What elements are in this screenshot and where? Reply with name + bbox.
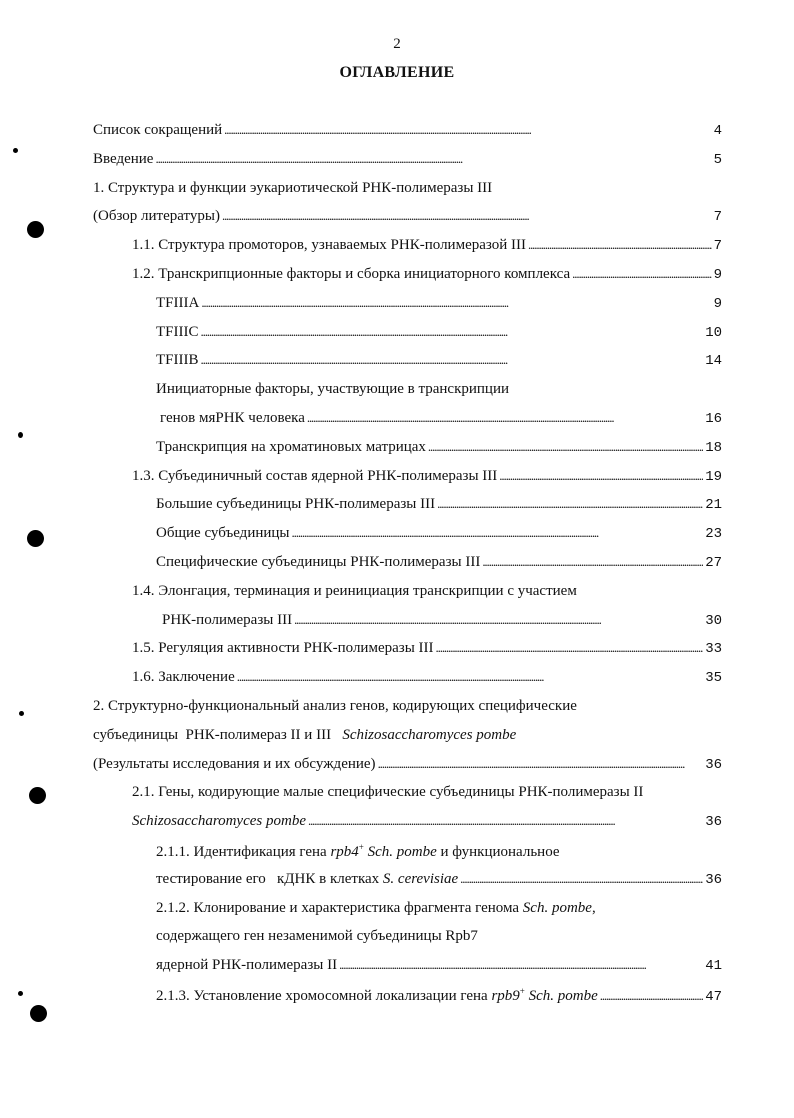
toc-entry	[156, 842, 560, 864]
toc-entry	[156, 986, 722, 1008]
scan-mark	[29, 787, 46, 804]
toc-entry	[160, 410, 722, 432]
toc-entry-text: Большие субъединицы РНК-полимеразы III	[156, 496, 436, 513]
toc-entry-text: субъединицы РНК-полимераз II и III	[93, 726, 343, 743]
toc-entry	[132, 237, 722, 259]
toc-page-number: 18	[705, 439, 722, 456]
toc-entry	[93, 122, 722, 144]
dot-leader	[294, 612, 703, 629]
toc-entry	[132, 640, 722, 662]
page-title: ОГЛАВЛЕНИЕ	[339, 64, 455, 81]
toc-entry-title	[93, 180, 492, 197]
toc-entry-title	[132, 266, 570, 283]
toc-page-number: 35	[705, 670, 722, 687]
toc-entry-title	[132, 237, 526, 254]
toc-entry-text: 1.6. Заключение	[132, 669, 235, 686]
toc-entry-text: Список сокращений	[93, 122, 223, 138]
toc-entry	[156, 352, 722, 374]
toc-entry	[132, 266, 722, 288]
dot-leader	[201, 295, 711, 312]
toc-entry-title	[93, 151, 153, 168]
toc-entry	[93, 180, 492, 202]
toc-entry	[156, 525, 722, 547]
toc-page-number: 9	[713, 267, 722, 283]
toc-entry-title	[156, 928, 478, 945]
dot-leader	[224, 122, 711, 139]
toc-entry-title	[132, 640, 434, 657]
toc-entry-text: 1.1. Структура промоторов, узнаваемых РНК-полимеразой III	[132, 237, 526, 254]
toc-page-number: 9	[713, 295, 722, 312]
toc-entry-text: rpb9	[491, 988, 520, 1004]
toc-entry-title	[162, 612, 292, 629]
dot-leader	[436, 640, 704, 657]
toc-page-number: 5	[713, 151, 722, 168]
toc-entry-text: +	[519, 986, 525, 996]
toc-entry-text: генов мяРНК человека	[160, 410, 305, 426]
toc-entry-title	[93, 756, 376, 773]
toc-entry-title	[132, 669, 235, 686]
toc-page-number: 33	[705, 641, 722, 658]
toc-entry-text: 2.1.1. Идентификация гена	[156, 844, 331, 860]
dot-leader	[307, 410, 703, 427]
toc-entry-title	[156, 352, 199, 369]
toc-entry-text: Специфические субъединицы РНК-полимеразы III	[156, 554, 481, 570]
toc-entry	[156, 439, 722, 461]
toc-entry	[93, 727, 516, 749]
toc-entry-text: тестирование его кДНК в клетках	[156, 870, 383, 887]
toc-entry-text: Schizosaccharomyces pombe	[342, 726, 517, 743]
toc-page-number: 27	[705, 555, 722, 571]
toc-entry-title	[156, 842, 560, 861]
dot-leader	[201, 352, 704, 369]
toc-page-number: 7	[713, 209, 722, 226]
toc-entry-title	[156, 381, 509, 398]
toc-page-number: 41	[705, 958, 722, 975]
dot-leader	[572, 266, 711, 283]
toc-entry-text: Sch. pombe	[522, 899, 592, 916]
toc-page-number: 4	[713, 123, 722, 139]
toc-entry-text: Sch. pombe	[524, 988, 598, 1004]
toc-entry-text: Sch. pombe	[363, 844, 437, 860]
dot-leader	[378, 756, 704, 773]
dot-leader	[339, 957, 703, 974]
toc-entry-text: 2.1. Гены, кодирующие малые специфические субъединицы РНК-полимеразы II	[132, 784, 644, 801]
scan-mark	[27, 221, 44, 238]
toc-entry-title	[156, 295, 199, 312]
toc-page-number: 7	[713, 238, 722, 255]
toc-entry-title	[93, 727, 516, 744]
toc-entry-text: TFIIIB	[156, 352, 199, 369]
toc-entry-text: 1. Структура и функции эукариотической РНК-полимеразы III	[93, 179, 493, 196]
toc-entry-text: (Обзор литературы)	[93, 208, 220, 225]
toc-page-number: 23	[705, 526, 722, 543]
dot-leader	[201, 324, 704, 341]
toc-entry-title	[132, 468, 497, 485]
dot-leader	[155, 151, 711, 168]
toc-entry-text: Введение	[93, 150, 154, 167]
toc-entry-text: РНК-полимеразы III	[162, 611, 293, 628]
toc-page-number: 16	[705, 411, 722, 427]
toc-entry-text: TFIIIA	[156, 294, 200, 311]
toc-entry-title	[93, 698, 577, 715]
toc-entry-text: и функциональное	[436, 844, 560, 860]
toc-entry-title	[156, 957, 337, 974]
toc-entry	[93, 208, 722, 230]
dot-leader	[437, 496, 703, 513]
dot-leader	[308, 813, 703, 830]
toc-entry	[132, 468, 722, 490]
toc-entry-text: rpb4	[330, 844, 359, 860]
toc-entry-title	[156, 871, 458, 888]
toc-entry-text: Инициаторные факторы, участвующие в транскрипции	[156, 381, 509, 398]
dot-leader	[460, 871, 703, 888]
toc-entry-text: ,	[591, 899, 596, 916]
toc-page-number: 36	[705, 814, 722, 831]
toc-entry	[93, 698, 577, 720]
toc-entry-text: ядерной РНК-полимеразы II	[156, 957, 338, 974]
toc-entry-text: 1.3. Субъединичный состав ядерной РНК-полимеразы III	[132, 467, 498, 484]
toc-entry-title	[93, 208, 220, 225]
toc-entry-text: S. cerevisiae	[382, 870, 459, 887]
toc-entry-text: 2.1.3. Установление хромосомной локализации гена	[156, 988, 492, 1004]
toc-entry-title	[132, 583, 577, 600]
toc-entry-title	[156, 439, 426, 456]
toc-entry	[93, 151, 722, 173]
toc-entry-title	[156, 525, 290, 542]
toc-page-number: 36	[705, 756, 722, 773]
toc-entry-text: Транскрипция на хроматиновых матрицах	[156, 438, 426, 455]
dot-leader	[482, 554, 703, 571]
toc-entry-title	[132, 813, 306, 830]
toc-entry	[156, 900, 596, 922]
toc-entry	[156, 381, 509, 403]
toc-entry-title	[160, 410, 305, 427]
toc-entry-title	[93, 122, 222, 139]
toc-page-number: 19	[705, 468, 722, 485]
dot-leader	[237, 669, 703, 686]
toc-entry-title	[156, 496, 435, 513]
toc-page-number: 47	[705, 989, 722, 1005]
dot-leader	[499, 468, 703, 485]
dot-leader	[222, 208, 712, 225]
toc-page-number: 30	[705, 612, 722, 629]
toc-entry-text: Schizosaccharomyces pombe	[132, 813, 306, 830]
toc-entry	[156, 324, 722, 346]
toc-entry	[132, 583, 577, 605]
toc-entry-text: Общие субъединицы	[156, 525, 290, 542]
dot-leader	[428, 439, 703, 456]
toc-page-number: 36	[705, 871, 722, 888]
scan-mark	[27, 530, 44, 547]
toc-entry	[156, 295, 722, 317]
toc-entry-text: содержащего ген незаменимой субъединицы Rpb7	[156, 928, 478, 945]
toc-entry	[132, 784, 643, 806]
toc-entry	[93, 756, 722, 778]
toc-entry-text: 1.2. Транскрипционные факторы и сборка инициаторного комплекса	[132, 266, 571, 282]
toc-entry	[162, 612, 722, 634]
toc-entry	[132, 813, 722, 835]
toc-entry-text: TFIIIC	[156, 323, 199, 340]
scan-mark	[18, 432, 23, 438]
toc-entry-title	[156, 554, 480, 571]
toc-entry-title	[156, 900, 596, 917]
toc-entry-text: 1.4. Элонгация, терминация и реинициация транскрипции с участием	[132, 582, 577, 599]
toc-entry	[156, 554, 722, 576]
toc-entry-text: +	[358, 842, 364, 852]
toc-entry-title	[156, 986, 598, 1005]
toc-entry	[156, 957, 722, 979]
toc-page-number: 14	[705, 353, 722, 370]
toc-entry-title	[132, 784, 643, 801]
dot-leader	[528, 237, 712, 254]
toc-page-number: 21	[705, 497, 722, 514]
toc-entry	[156, 871, 722, 893]
toc-entry-title	[156, 324, 199, 341]
scan-mark	[13, 148, 18, 153]
toc-entry-text: 2. Структурно-функциональный анализ генов, кодирующих специфические	[93, 698, 577, 714]
dot-leader	[600, 988, 703, 1005]
toc-entry-text: (Результаты исследования и их обсуждение)	[93, 755, 376, 772]
toc-entry	[156, 928, 478, 950]
toc-entry	[156, 496, 722, 518]
scan-mark	[19, 711, 24, 716]
scan-mark	[18, 991, 23, 996]
scan-mark	[30, 1005, 47, 1022]
dot-leader	[292, 525, 704, 542]
toc-page-number: 10	[705, 324, 722, 341]
toc-entry-text: 1.5. Регуляция активности РНК-полимеразы III	[132, 640, 434, 657]
toc-entry-text: 2.1.2. Клонирование и характеристика фрагмента генома	[156, 899, 523, 916]
toc-entry	[132, 669, 722, 691]
page-number: 2	[393, 36, 401, 52]
